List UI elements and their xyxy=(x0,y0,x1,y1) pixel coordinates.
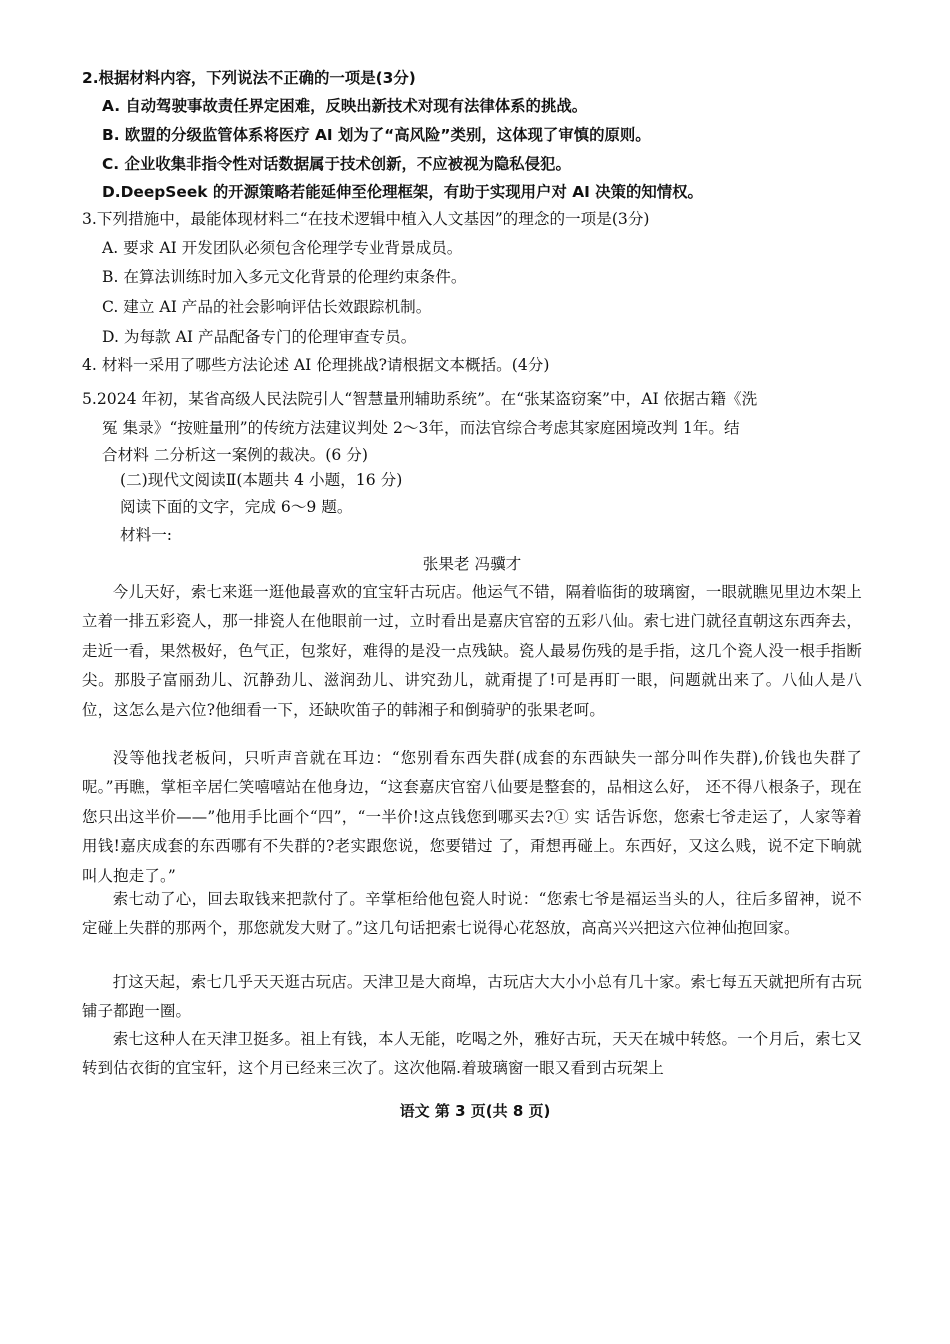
story-paragraph-4: 打这天起，索七几乎天天逛古玩店。天津卫是大商埠，古玩店大大小小总有几十家。索七每五天就把所有古玩铺子都跑一圈。 xyxy=(82,973,862,1021)
q2-option-b: B. 欧盟的分级监管体系将医疗 AI 划为了“高风险”类别，这体现了审慎的原则。 xyxy=(102,126,651,144)
q2-option-d: D.DeepSeek 的开源策略若能延伸至伦理框架，有助于实现用户对 AI 决策的知情权。 xyxy=(102,183,703,201)
page-footer: 语文 第 3 页(共 8 页) xyxy=(399,1102,551,1120)
material-label: 材料一: xyxy=(120,526,173,544)
section-heading: (二)现代文阅读Ⅱ(本题共 4 小题，16 分) xyxy=(120,471,403,489)
q3-option-c: C. 建立 AI 产品的社会影响评估长效跟踪机制。 xyxy=(102,298,432,316)
q4-stem: 4. 材料一采用了哪些方法论述 AI 伦理挑战?请根据文本概括。(4分) xyxy=(82,356,550,374)
section-instruction: 阅读下面的文字，完成 6～9 题。 xyxy=(120,498,353,516)
story-paragraph-1: 今儿天好，索七来逛一逛他最喜欢的宜宝轩古玩店。他运气不错，隔着临街的玻璃窗，一眼就瞧见里边木架上立着一排五彩瓷人，那一排瓷人在他眼前一过，立时看出是嘉庆官窑的五彩八仙。索七进门就径直朝这东西奔去，走近一看，果然极好，色气正，包浆好，难得的是没一点残缺。瓷人最易伤残的是手指，这几个瓷人没一根手指断尖。那股子富丽劲儿、沉静劲儿、滋润劲儿、讲究劲儿，就甭提了!可是再盯一眼，问题就出来了。八仙人是八位，这怎么是六位?他细看一下，还缺吹笛子的韩湘子和倒骑驴的张果老呵。 xyxy=(82,583,862,719)
q3-option-b: B. 在算法训练时加入多元文化背景的伦理约束条件。 xyxy=(102,268,467,286)
q2-option-c: C. 企业收集非指令性对话数据属于技术创新，不应被视为隐私侵犯。 xyxy=(102,155,571,173)
story-paragraph-2: 没等他找老板问，只听声音就在耳边：“您别看东西失群(成套的东西缺失一部分叫作失群),价钱也失群了呢。”再瞧，掌柜辛居仁笑嘻嘻站在他身边，“这套嘉庆官窑八仙要是整套的，品相这么好， 还不得八根条子，现在您只出这半价——”他用手比画个“四”，“一半价!这点钱您到哪买去?① 实 话告诉您，您索七爷走运了，人家等着用钱!嘉庆成套的东西哪有不失群的?老实跟您说，您要错过 了，甭想再碰上。东西好，又这么贱，说不定下晌就叫人抱走了。” xyxy=(82,749,862,885)
story-paragraph-3: 索七动了心，回去取钱来把款付了。辛掌柜给他包瓷人时说：“您索七爷是福运当头的人，往后多留神，说不定碰上失群的那两个，那您就发大财了。”这几句话把索七说得心花怒放，高高兴兴把这六位神仙抱回家。 xyxy=(82,890,862,938)
q5-line-2: 冤 集录》“按赃量刑”的传统方法建议判处 2～3年，而法官综合考虑其家庭困境改判 1年。结 xyxy=(102,419,740,437)
q3-stem: 3.下列措施中，最能体现材料二“在技术逻辑中植入人文基因”的理念的一项是(3分) xyxy=(82,210,650,228)
q2-stem: 2.根据材料内容，下列说法不正确的一项是(3分) xyxy=(82,69,416,87)
q5-line-1: 5.2024 年初，某省高级人民法院引人“智慧量刑辅助系统”。在“张某盗窃案”中，AI 依据古籍《洗 xyxy=(82,390,758,408)
q2-option-a: A. 自动驾驶事故责任界定困难，反映出新技术对现有法律体系的挑战。 xyxy=(102,97,588,115)
story-paragraph-5: 索七这种人在天津卫挺多。祖上有钱，本人无能，吃喝之外，雅好古玩，天天在城中转悠。一个月后，索七又转到估衣街的宜宝轩，这个月已经来三次了。这次他隔.着玻璃窗一眼又看到古玩架上 xyxy=(82,1030,862,1078)
q3-option-a: A. 要求 AI 开发团队必须包含伦理学专业背景成员。 xyxy=(102,239,463,257)
q5-line-3: 合材料 二分析这一案例的裁决。(6 分) xyxy=(102,446,368,464)
story-title: 张果老 冯骥才 xyxy=(422,555,522,573)
q3-option-d: D. 为每款 AI 产品配备专门的伦理审查专员。 xyxy=(102,328,417,346)
